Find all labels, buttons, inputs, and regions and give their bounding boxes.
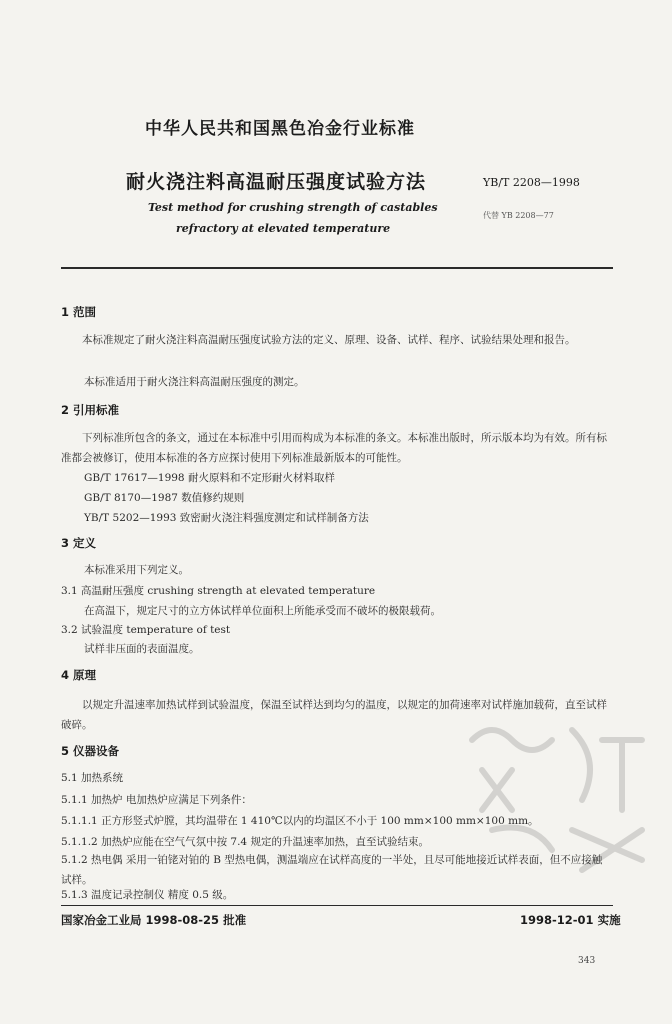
document-title-zh: 耐火浇注料高温耐压强度试验方法 — [126, 171, 427, 193]
approval-date: 国家冶金工业局 1998-08-25 批准 — [61, 913, 247, 927]
reference-item: GB/T 17617—1998 耐火原料和不定形耐火材料取样 — [84, 472, 335, 484]
section-1-paragraph-2: 本标准适用于耐火浇注料高温耐压强度的测定。 — [84, 376, 305, 388]
subsection-5-1-2: 5.1.2 热电偶 采用一铂铑对铂的 B 型热电偶，测温端应在试样高度的一半处，且尽可能地接近试样表面，但不应接触试样。 — [61, 854, 603, 886]
subsection-5-1-1-1: 5.1.1.1 正方形竖式炉膛，其均温带在 1 410℃以内的均温区不小于 100 mm×100 mm×100 mm。 — [61, 815, 539, 827]
reference-item: GB/T 8170—1987 数值修约规则 — [84, 492, 245, 504]
section-1-heading: 1 范围 — [61, 305, 97, 319]
header-divider — [61, 267, 613, 269]
footer-divider — [61, 905, 613, 906]
page-number: 343 — [578, 956, 596, 966]
definition-3-2-text: 试样非压面的表面温度。 — [84, 643, 200, 655]
definition-3-1-text: 在高温下，规定尺寸的立方体试样单位面积上所能承受而不破坏的极限载荷。 — [84, 605, 441, 617]
standard-code: YB/T 2208—1998 — [483, 176, 580, 189]
definition-3-2-term: 3.2 试验温度 temperature of test — [61, 624, 231, 636]
replaces-note: 代替 YB 2208—77 — [483, 211, 554, 220]
subsection-5-1-1-2: 5.1.1.2 加热炉应能在空气气氛中按 7.4 规定的升温速率加热，直至试验结束。 — [61, 836, 429, 848]
section-3-paragraph-1: 本标准采用下列定义。 — [84, 564, 189, 576]
section-4-paragraph-1: 以规定升温速率加热试样到试验温度，保温至试样达到均匀的温度，以规定的加荷速率对试样施加载荷，直至试样破碎。 — [61, 699, 607, 731]
seal-watermark-icon — [452, 700, 672, 890]
section-5-heading: 5 仪器设备 — [61, 744, 120, 758]
section-2-heading: 2 引用标准 — [61, 403, 120, 417]
section-3-heading: 3 定义 — [61, 536, 97, 550]
section-2-paragraph-1: 下列标准所包含的条文，通过在本标准中引用而构成为本标准的条文。本标准出版时，所示版本均为有效。所有标准都会被修订，使用本标准的各方应探讨使用下列标准最新版本的可能性。 — [61, 432, 607, 464]
subsection-5-1: 5.1 加热系统 — [61, 772, 124, 784]
document-title-en-line1: Test method for crushing strength of castables — [148, 201, 438, 214]
subsection-5-1-1: 5.1.1 加热炉 电加热炉应满足下列条件： — [61, 794, 252, 806]
issuing-body-heading: 中华人民共和国黑色冶金行业标准 — [145, 119, 415, 139]
section-4-heading: 4 原理 — [61, 668, 97, 682]
reference-item: YB/T 5202—1993 致密耐火浇注料强度测定和试样制备方法 — [84, 512, 369, 524]
document-title-en-line2: refractory at elevated temperature — [176, 222, 391, 235]
effective-date: 1998-12-01 实施 — [520, 913, 621, 927]
section-1-paragraph-1: 本标准规定了耐火浇注料高温耐压强度试验方法的定义、原理、设备、试样、程序、试验结果处理和报告。 — [82, 334, 576, 346]
definition-3-1-term: 3.1 高温耐压强度 crushing strength at elevated temperature — [61, 585, 376, 597]
subsection-5-1-3: 5.1.3 温度记录控制仪 精度 0.5 级。 — [61, 889, 234, 901]
